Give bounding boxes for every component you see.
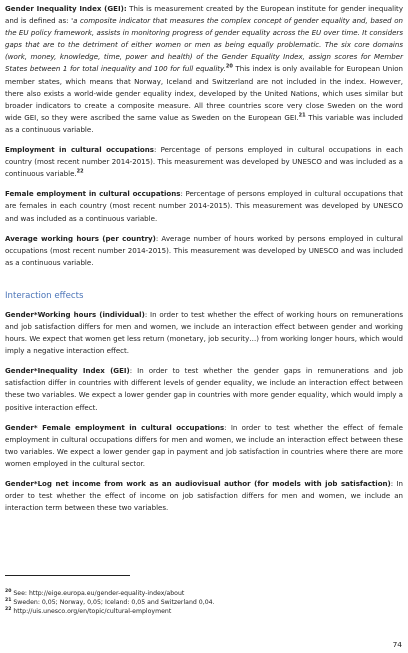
female-employment-term: Female employment in cultural occupations [5, 189, 181, 199]
female-employment-text: : Percentage of persons employed in cultural occupations that are females in each country (most recent number 2014-2015). This measurement was developed by UNESCO and was included as a continuous variable. [5, 189, 403, 223]
employment-text: : Percentage of persons employed in cultural occupations in each country (most recent number 2014-2015). This measurement was developed by UNESCO and was included as a continuous variable. [5, 145, 404, 179]
footnote-21 [5, 598, 215, 607]
section-heading: Interaction effects [5, 290, 84, 301]
female-employment-paragraph [5, 188, 403, 224]
working-hours-text: : Average number of hours worked by persons employed in cultural occupations (most recent number 2014-2015). This measurement was developed by UNESCO and was included as a continuous variable. [5, 233, 403, 267]
footnote-link[interactable]: See: http://eige.europa.eu/gender-equality-index/about [11, 590, 185, 597]
footnote-divider [5, 575, 130, 576]
employment-paragraph [5, 144, 403, 180]
footnote-ref-22[interactable]: 22 [76, 168, 84, 175]
working-hours-paragraph [5, 233, 403, 269]
interaction-paragraph [5, 478, 403, 514]
employment-term: Employment in cultural occupations [5, 145, 154, 155]
page-number: 74 [392, 640, 402, 649]
footnote-number: 21 [5, 597, 12, 603]
gei-quote: 'a composite indicator that measures the complex concept of gender equality and, based on the EU policy framework, assists in monitoring progress of gender equality across the EU over time. It considers gaps that are to the detriment of either women or men as being equally problematic. The six core domains (work, money, knowledge, time, power and health) of the Gender Equality Index, assign scores for Member States between 1 for total inequality and 100 for full equality. [5, 16, 403, 74]
working-hours-term: Average working hours (per country) [5, 233, 156, 243]
interaction-term: Gender* Female employment in cultural occupations [5, 422, 225, 432]
interaction-paragraph [5, 365, 403, 413]
gei-conclusion: This variable was included as a continuous variable. [5, 112, 404, 134]
footnote-20 [5, 589, 184, 598]
interaction-text: : In order to test whether the effect of working hours on remunerations and job satisfaction differs for men and women, we include an interaction effect between gender and working hours. We expect that women get less return (monetary, job security…) from working longer hours, which would imply a negative interaction effect. [5, 309, 403, 356]
gei-term: Gender Inequality Index (GEI): [5, 4, 127, 13]
interaction-text: : In order to test whether the effect of female employment in cultural occupations differs for men and women, we include an interaction effect between these two variables. We expect a lower gender gap in payment and job satisfaction in countries where there are more women employed in the cultural sector. [5, 422, 403, 468]
footnote-text: Sweden: 0,05; Norway, 0,05; Iceland: 0,05 and Switzerland 0,04. [11, 599, 215, 606]
gei-explanation: This index is only available for European Union member states, which means that Norway, Iceland and Switzerland are not included in the index. However, there also exists a world-wide gender equality index, developed by the United Nations, which uses similar but broader indicators to create a composite measure. All three countries score very close Sweden on the word wide GEI, so they were ascribed the same value as Sweden on the European GEI. [5, 64, 403, 122]
gei-intro: This is measurement created by the European institute for gender inequality and is defined as: [5, 4, 403, 26]
footnote-number: 20 [5, 588, 12, 594]
interaction-term: Gender*Working hours (individual) [5, 309, 145, 319]
interaction-term: Gender*Log net income from work as an audiovisual author (for models with job satisfaction) [5, 479, 391, 488]
footnote-link[interactable]: http://uis.unesco.org/en/topic/cultural-employment [11, 608, 172, 615]
interaction-paragraph [5, 309, 403, 357]
interaction-text: : In order to test whether the effect of income on job satisfaction differs for men and women, we include an interaction term between these two variables. [5, 479, 403, 513]
gei-paragraph [5, 3, 403, 136]
interaction-term: Gender*Inequality Index (GEI) [5, 366, 130, 376]
footnote-22 [5, 607, 171, 616]
footnote-ref-20[interactable]: 20 [225, 64, 233, 71]
footnote-ref-21[interactable]: 21 [298, 112, 306, 119]
interaction-paragraph [5, 422, 403, 470]
footnote-number: 22 [5, 606, 12, 612]
interaction-text: : In order to test whether the gender gaps in remunerations and job satisfaction differ in countries with different levels of gender equality, we include an interaction effect between these two variables. We expect a lower gender gap in countries with more gender equality, which would imply a positive interaction effect. [5, 366, 403, 412]
